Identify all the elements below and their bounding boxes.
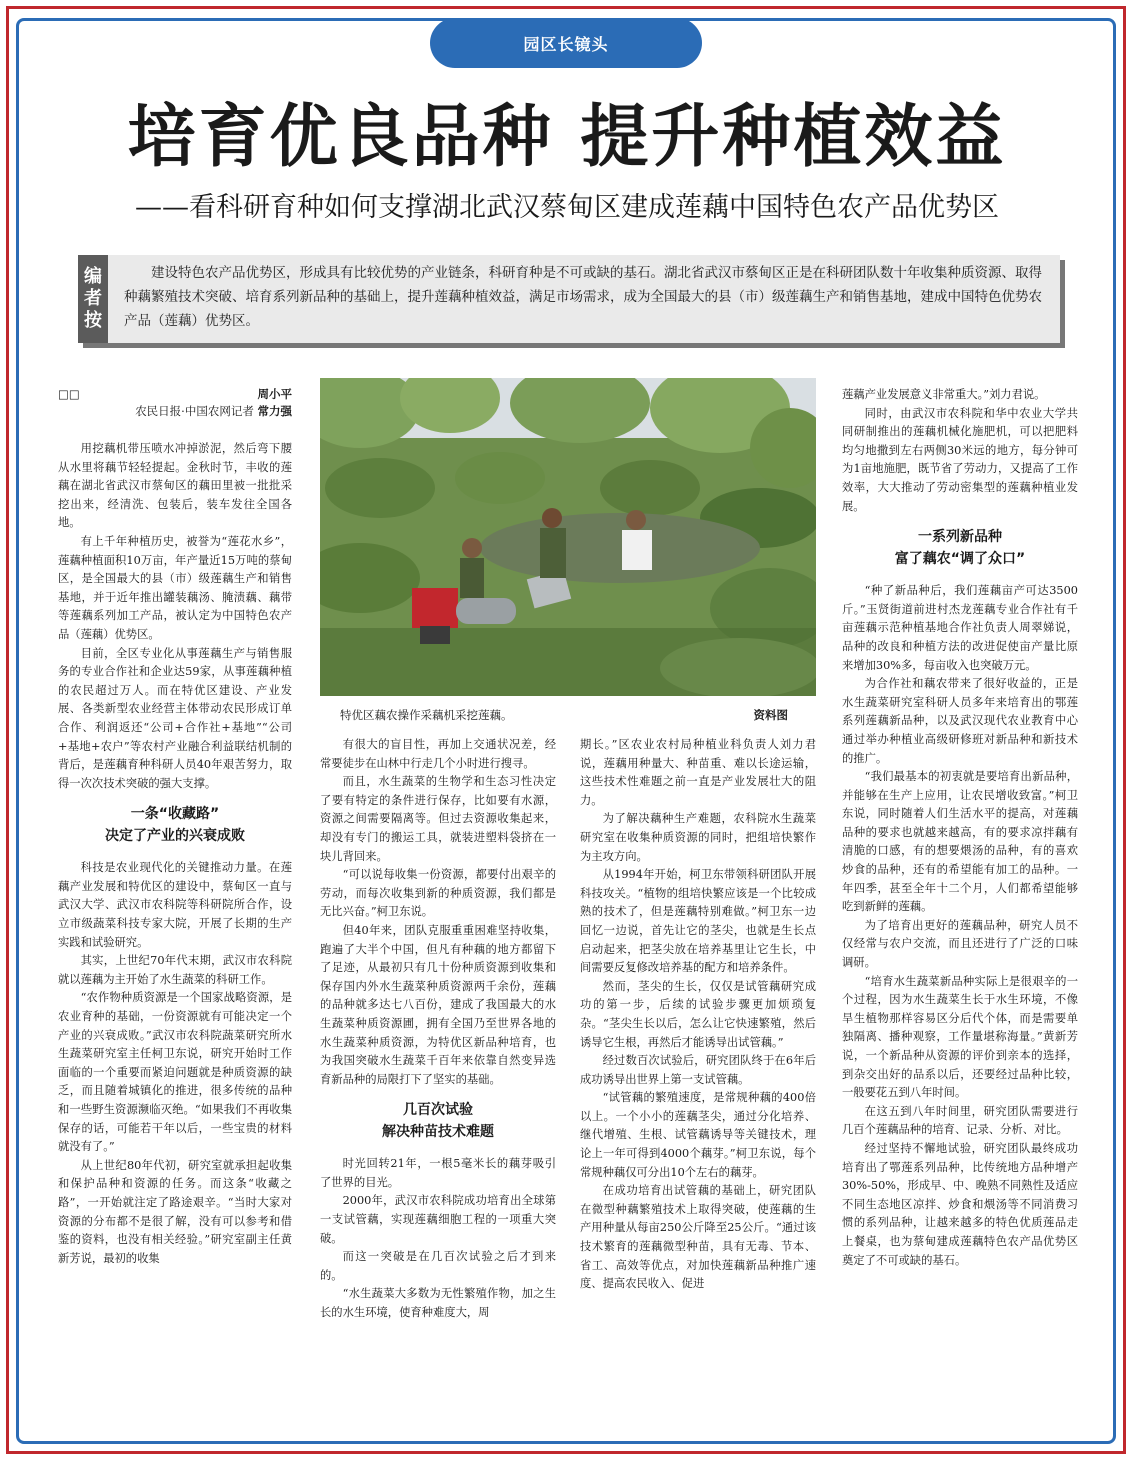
paragraph: 从上世纪80年代初，研究室就承担起收集和保护品种和资源的任务。而这条“收藏之路”，一开始就注定了路途艰辛。“当时大家对资源的分布都不是很了解，没有可以参考和借鉴的资料，也没有相关经验。”研究室副主任黄新芳说，最初的收集 bbox=[58, 1158, 292, 1265]
paragraph: 从1994年开始，柯卫东带领科研团队开展科技攻关。“植物的组培快繁应该是一个比较成熟的技术了，但是莲藕特别难做。”柯卫东一边回忆一边说，首先让它的茎尖，也就是生长点启动起来，把茎尖放在培养基里让它生长，中间需要反复修改培养基的配方和培养条件。 bbox=[580, 868, 816, 975]
editor-note-text: 建设特色农产品优势区，形成具有比较优势的产业链条，科研育种是不可或缺的基石。湖北省武汉市蔡甸区正是在科研团队数十年收集种质资源、取得种藕繁殖技术突破、培育系列新品种的基础上，提升莲藕种植效益，满足市场需求，成为全国最大的县（市）级莲藕生产和销售基地，建成中国特色优势农产品（莲藕）优势区。 bbox=[124, 265, 1042, 329]
paragraph: 而且，水生蔬菜的生物学和生态习性决定了要有特定的条件进行保存，比如要有水源，资源之间需要隔离等。但过去资源收集起来，却没有专门的搬运工具，就装进塑料袋挤在一块儿背回来。 bbox=[320, 775, 556, 863]
article-column-4 bbox=[842, 386, 1078, 1398]
paragraph: 有很大的盲目性，再加上交通状况差，经常要徒步在山林中行走几个小时进行搜寻。 bbox=[320, 738, 556, 770]
lotus-harvest-photo bbox=[320, 378, 816, 696]
editor-note-box bbox=[78, 255, 1060, 343]
article-column-2 bbox=[320, 736, 556, 1398]
paragraph: 而这一突破是在几百次试验之后才到来的。 bbox=[320, 1250, 556, 1282]
byline-marker: □□ bbox=[58, 387, 80, 401]
paragraph: 时光回转21年，一根5毫米长的藕芽吸引了世界的目光。 bbox=[320, 1157, 556, 1189]
paragraph: “我们最基本的初衷就是要培育出新品种，并能够在生产上应用，让农民增收致富。”柯卫东说，同时随着人们生活水平的提高，对莲藕品种的要求也就越来越高，有的要求凉拌藕有清脆的口感，有的想要煨汤的品种，有的喜欢炒食的品种，还有的希望能有加工的品种。一年四季，甚至全年十二个月，人们都希望能够吃到新鲜的莲藕。 bbox=[842, 770, 1078, 914]
paragraph: 目前，全区专业化从事莲藕生产与销售服务的专业合作社和企业达59家，从事莲藕种植的农民超过万人。而在特优区建设、产业发展、各类新型农业经营主体带动农民形成订单合作、利润返还“公司+合作社+基地”“公司+基地+农户”等农村产业融合利益联结机制的背后，是莲藕育种科研人员40年艰苦努力，取得一次次技术突破的强大支撑。 bbox=[58, 646, 292, 790]
paragraph: 为了解决藕种生产难题，农科院水生蔬菜研究室在收集种质资源的同时，把组培快繁作为主攻方向。 bbox=[580, 812, 816, 863]
paragraph: “农作物种质资源是一个国家战略资源，是农业育种的基础，一份资源就有可能决定一个产业的兴衰成败。”武汉市农科院蔬菜研究所水生蔬菜研究室主任柯卫东说，研究开始时工作面临的一个重要而紧迫问题就是种质资源的缺乏，而且随着城镇化的推进，很多传统的品种和一些野生资源濒临灭绝。“如果我们不再收集保存的话，可能若干年以后，一些宝贵的材料就没有了。” bbox=[58, 991, 292, 1154]
paragraph: 在成功培育出试管藕的基础上，研究团队在微型种藕繁殖技术上取得突破，使莲藕的生产用种量从每亩250公斤降至25公斤。“通过该技术繁育的莲藕微型种苗，具有无毒、节本、省工、高效等优点，对加快莲藕新品种推广速度、提高农民收入、促进 bbox=[580, 1184, 816, 1291]
section-heading-line-1: 一条“收藏路” bbox=[130, 806, 220, 823]
paragraph: 为合作社和藕农带来了很好收益的，正是水生蔬菜研究室科研人员多年来培育出的鄂莲系列莲藕新品种，以及武汉现代农业教育中心通过举办种植业高级研修班对新品种和新技术的推广。 bbox=[842, 677, 1078, 765]
editor-note-tag-char: 编 bbox=[84, 266, 102, 287]
headline: 培育优良品种 提升种植效益 bbox=[127, 98, 1007, 177]
editor-note-tag-char: 按 bbox=[84, 310, 102, 331]
paragraph: 期长。”区农业农村局种植业科负责人刘力君说，莲藕用种量大、种苗重、难以长途运输，这些技术性难题之前一直是产业发展壮大的阻力。 bbox=[580, 738, 816, 807]
section-heading-line-1: 一系列新品种 bbox=[918, 529, 1002, 546]
paragraph: “种了新品种后，我们莲藕亩产可达3500斤。”玉贤街道前进村杰龙莲藕专业合作社有千亩莲藕示范种植基地合作社负责人周翠娣说，品种的改良和种植方法的改进促使亩产量比原来增加30%多，每亩收入也突破万元。 bbox=[842, 584, 1078, 672]
section-heading bbox=[842, 526, 1078, 570]
photo-illustration bbox=[320, 378, 816, 696]
editor-note-tag-char: 者 bbox=[84, 288, 102, 309]
paragraph: “培育水生蔬菜新品种实际上是很艰辛的一个过程，因为水生蔬菜生长于水生环境，不像旱生植物那样容易区分后代个体，而是需要单独隔离、播种观察，工作量堪称海量。”黄新芳说，一个新品种从资源的评价到亲本的选择，到杂交出好的品系以后，还要经过品种比较，一般要花五到八年时间。 bbox=[842, 974, 1078, 1100]
paragraph: 用挖藕机带压喷水冲掉淤泥，然后弯下腰从水里将藕节轻轻提起。金秋时节，丰收的莲藕在湖北省武汉市蔡甸区的藕田里被一批批采挖出来，经清洗、包装后，装车发往全国各地。 bbox=[58, 442, 292, 530]
subheadline: ——看科研育种如何支撑湖北武汉蔡甸区建成莲藕中国特色农产品优势区 bbox=[135, 192, 999, 223]
photo-caption: 特优区藕农操作采藕机采挖莲藕。 bbox=[340, 708, 513, 722]
paragraph: 2000年，武汉市农科院成功培育出全球第一支试管藕，实现莲藕细胞工程的一项重大突破。 bbox=[320, 1194, 556, 1245]
section-heading-line-1: 几百次试验 bbox=[403, 1102, 473, 1119]
section-heading-line-2: 富了藕农“调了众口” bbox=[894, 551, 1026, 568]
paragraph: 然而，茎尖的生长，仅仅是试管藕研究成功的第一步，后续的试验步骤更加烦琐复杂。“茎尖生长以后，怎么让它快速繁殖，然后诱导它生根，再然后才能诱导出试管藕。” bbox=[580, 979, 816, 1049]
byline-outlet: 农民日报·中国农网记者 bbox=[135, 404, 254, 418]
paragraph: 莲藕产业发展意义非常重大。”刘力君说。 bbox=[842, 388, 1046, 401]
section-heading-line-2: 解决种苗技术难题 bbox=[382, 1124, 494, 1141]
editor-note-tag bbox=[78, 255, 108, 343]
paragraph: “可以说每收集一份资源，都要付出艰辛的劳动，而每次收集到新的种质资源，我们都是无比兴奋。”柯卫东说。 bbox=[320, 868, 556, 919]
byline-author-1: 周小平 bbox=[257, 387, 292, 401]
paragraph: 为了培育出更好的莲藕品种，研究人员不仅经常与农户交流，而且还进行了广泛的口味调研。 bbox=[842, 918, 1078, 970]
section-heading bbox=[58, 803, 292, 847]
photo-caption-row bbox=[320, 706, 816, 724]
paragraph: 有上千年种植历史，被誉为“莲花水乡”，莲藕种植面积10万亩，年产量近15万吨的蔡甸区，是全国最大的县（市）级莲藕生产和销售基地，并于近年推出罐装藕汤、腌渍藕、藕带等莲藕系列加工产品，被认定为中国特色农产品（莲藕）优势区。 bbox=[58, 534, 292, 641]
article-column-1 bbox=[58, 440, 292, 1398]
section-heading-line-2: 决定了产业的兴衰成败 bbox=[105, 828, 245, 845]
photo-credit: 资料图 bbox=[753, 708, 788, 722]
paragraph: 在这五到八年时间里，研究团队需要进行几百个莲藕品种的培育、记录、分析、对比。 bbox=[842, 1104, 1078, 1137]
paragraph: “水生蔬菜大多数为无性繁殖作物，加之生长的水生环境，使育种难度大，周 bbox=[320, 1287, 556, 1320]
byline-author-2: 常力强 bbox=[257, 404, 292, 418]
section-tag: 园区长镜头 bbox=[430, 18, 702, 68]
byline bbox=[58, 386, 292, 420]
article-column-3 bbox=[580, 736, 816, 1398]
section-heading bbox=[320, 1099, 556, 1143]
paragraph: 经过坚持不懈地试验，研究团队最终成功培育出了鄂莲系列品种，比传统地方品种增产30%-50%，形成早、中、晚熟不同熟性及适应不同生态地区凉拌、炒食和煨汤等不同消费习惯的系列品种，让越来越多的特色优质莲品走上餐桌，也为蔡甸建成莲藕特色农产品优势区奠定了不可或缺的基石。 bbox=[842, 1141, 1078, 1267]
paragraph: 其实，上世纪70年代末期，武汉市农科院就以莲藕为主开始了水生蔬菜的科研工作。 bbox=[58, 954, 292, 986]
paragraph: 同时，由武汉市农科院和华中农业大学共同研制推出的莲藕机械化施肥机，可以把肥料均匀地撒到左右两侧30米远的地方，每分钟可为1亩地施肥，既节省了劳动力，又提高了工作效率，大大推动了劳动密集型的莲藕种植业发展。 bbox=[842, 406, 1078, 513]
paragraph: 但40年来，团队克服重重困难坚持收集，跑遍了大半个中国，但凡有种藕的地方都留下了足迹，从最初只有几十份种质资源到收集和保存国内外水生蔬菜种质资源两千余份，莲藕的品种就多达七八百份，建成了我国最大的水生蔬菜种质资源圃，拥有全国乃至世界各地的水生蔬菜种质资源，为特优区新品种培育，也为我国突破水生蔬菜千百年来依靠自然变异选育新品种的局限打下了坚实的基础。 bbox=[320, 923, 556, 1086]
paragraph: “试管藕的繁殖速度，是常规种藕的400倍以上。一个小小的莲藕茎尖，通过分化培养、继代增殖、生根、试管藕诱导等关键技术，理论上一年可得到4000个藕芽。”柯卫东说，每个常规种藕仅可分出10个左右的藕芽。 bbox=[580, 1091, 816, 1179]
paragraph: 经过数百次试验后，研究团队终于在6年后成功诱导出世界上第一支试管藕。 bbox=[580, 1054, 816, 1086]
paragraph: 科技是农业现代化的关键推动力量。在莲藕产业发展和特优区的建设中，蔡甸区一直与武汉大学、武汉市农科院等科研院所合作，设立市级蔬菜科技专家大院，开展了长期的生产实践和试验研究。 bbox=[58, 861, 292, 949]
